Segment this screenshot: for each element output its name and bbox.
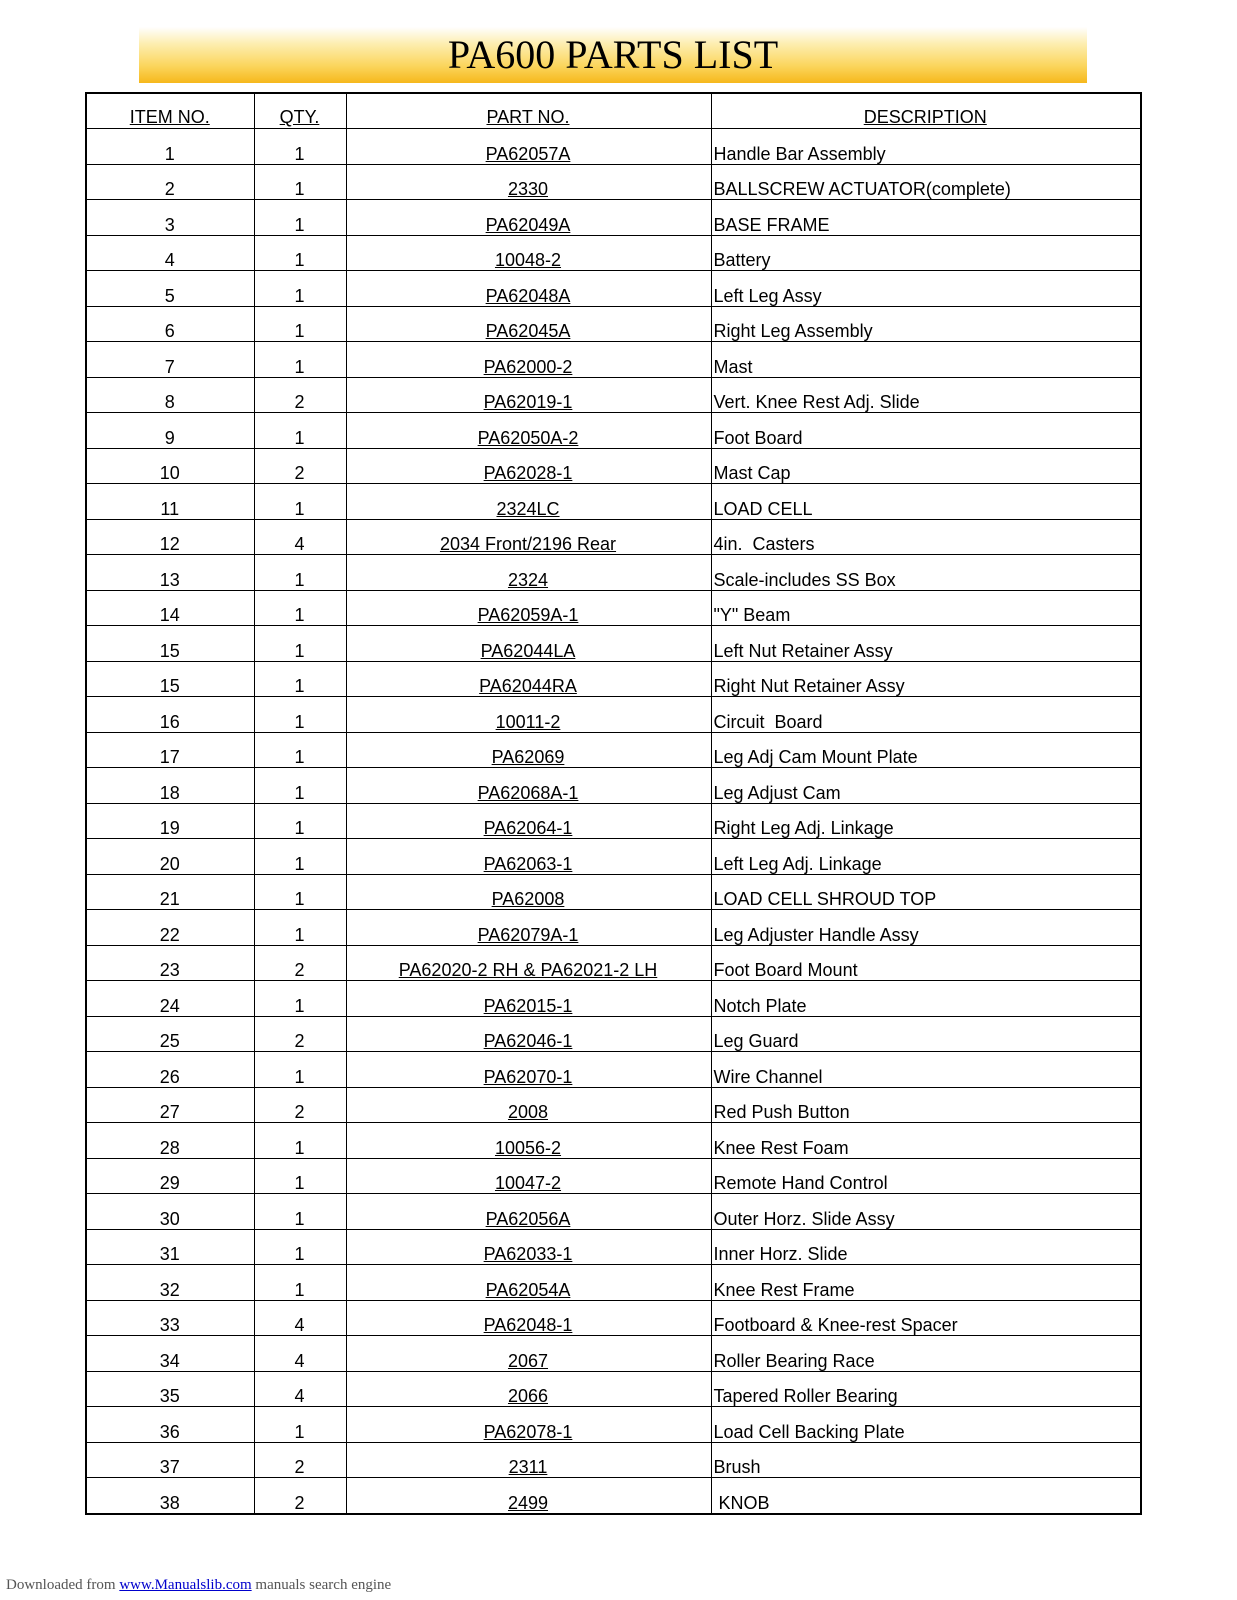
table-row [86, 732, 1141, 768]
table-row [86, 1229, 1141, 1265]
description-cell: Outer Horz. Slide Assy [711, 1194, 1141, 1230]
qty-cell: 1 [254, 768, 346, 804]
item-no-cell: 33 [86, 1300, 254, 1336]
item-no-cell: 2 [86, 164, 254, 200]
table-row [86, 1336, 1141, 1372]
qty-cell: 1 [254, 981, 346, 1017]
description-cell: Remote Hand Control [711, 1158, 1141, 1194]
description-cell: Knee Rest Frame [711, 1265, 1141, 1301]
item-no-cell: 34 [86, 1336, 254, 1372]
footer-suffix: manuals search engine [251, 1577, 392, 1593]
item-no-cell: 28 [86, 1123, 254, 1159]
qty-cell: 1 [254, 1123, 346, 1159]
item-no-cell: 12 [86, 519, 254, 555]
table-row [86, 1265, 1141, 1301]
item-no-cell: 25 [86, 1016, 254, 1052]
table-row [86, 235, 1141, 271]
item-no-cell: 17 [86, 732, 254, 768]
qty-cell: 1 [254, 200, 346, 236]
part-no-cell: PA62028-1 [346, 448, 711, 484]
part-no-cell: PA62015-1 [346, 981, 711, 1017]
qty-cell: 2 [254, 1087, 346, 1123]
item-no-cell: 26 [86, 1052, 254, 1088]
item-no-cell: 18 [86, 768, 254, 804]
qty-cell: 1 [254, 839, 346, 875]
description-cell: Inner Horz. Slide [711, 1229, 1141, 1265]
table-row [86, 164, 1141, 200]
description-cell: Left Leg Adj. Linkage [711, 839, 1141, 875]
header-description: DESCRIPTION [711, 93, 1141, 129]
qty-cell: 1 [254, 129, 346, 165]
qty-cell: 1 [254, 235, 346, 271]
footer [6, 1577, 391, 1594]
item-no-cell: 27 [86, 1087, 254, 1123]
table-row [86, 839, 1141, 875]
item-no-cell: 1 [86, 129, 254, 165]
part-no-cell: 2330 [346, 164, 711, 200]
part-no-cell: PA62079A-1 [346, 910, 711, 946]
qty-cell: 1 [254, 484, 346, 520]
table-row [86, 1407, 1141, 1443]
description-cell: Leg Adjust Cam [711, 768, 1141, 804]
qty-cell: 4 [254, 519, 346, 555]
part-no-cell: PA62054A [346, 1265, 711, 1301]
qty-cell: 1 [254, 626, 346, 662]
qty-cell: 4 [254, 1336, 346, 1372]
description-cell: Mast Cap [711, 448, 1141, 484]
description-cell: Scale-includes SS Box [711, 555, 1141, 591]
table-row [86, 519, 1141, 555]
footer-prefix: Downloaded from [6, 1577, 120, 1593]
qty-cell: 1 [254, 306, 346, 342]
item-no-cell: 23 [86, 945, 254, 981]
item-no-cell: 38 [86, 1478, 254, 1514]
description-cell: Battery [711, 235, 1141, 271]
item-no-cell: 35 [86, 1371, 254, 1407]
qty-cell: 2 [254, 1478, 346, 1514]
item-no-cell: 37 [86, 1442, 254, 1478]
part-no-cell: PA62048A [346, 271, 711, 307]
part-no-cell: PA62057A [346, 129, 711, 165]
part-no-cell: PA62044LA [346, 626, 711, 662]
item-no-cell: 31 [86, 1229, 254, 1265]
table-row [86, 1442, 1141, 1478]
part-no-cell: PA62059A-1 [346, 590, 711, 626]
part-no-cell: PA62068A-1 [346, 768, 711, 804]
part-no-cell: 2499 [346, 1478, 711, 1514]
description-cell: 4in. Casters [711, 519, 1141, 555]
description-cell: Leg Guard [711, 1016, 1141, 1052]
part-no-cell: 2311 [346, 1442, 711, 1478]
header-item-no: ITEM NO. [86, 93, 254, 129]
description-cell: Knee Rest Foam [711, 1123, 1141, 1159]
table-row [86, 981, 1141, 1017]
part-no-cell: PA62049A [346, 200, 711, 236]
description-cell: Foot Board Mount [711, 945, 1141, 981]
part-no-cell: 10056-2 [346, 1123, 711, 1159]
item-no-cell: 22 [86, 910, 254, 946]
part-no-cell: PA62069 [346, 732, 711, 768]
item-no-cell: 29 [86, 1158, 254, 1194]
title-banner [139, 27, 1087, 83]
part-no-cell: 10048-2 [346, 235, 711, 271]
qty-cell: 2 [254, 377, 346, 413]
item-no-cell: 6 [86, 306, 254, 342]
qty-cell: 1 [254, 1265, 346, 1301]
table-row [86, 1478, 1141, 1514]
table-row [86, 768, 1141, 804]
part-no-cell: PA62044RA [346, 661, 711, 697]
table-header-row [86, 93, 1141, 129]
description-cell: Footboard & Knee-rest Spacer [711, 1300, 1141, 1336]
table-row [86, 1194, 1141, 1230]
description-cell: Leg Adj Cam Mount Plate [711, 732, 1141, 768]
part-no-cell: PA62019-1 [346, 377, 711, 413]
table-row [86, 590, 1141, 626]
qty-cell: 1 [254, 413, 346, 449]
description-cell: Roller Bearing Race [711, 1336, 1141, 1372]
qty-cell: 1 [254, 732, 346, 768]
table-row [86, 874, 1141, 910]
table-row [86, 697, 1141, 733]
description-cell: Handle Bar Assembly [711, 129, 1141, 165]
table-row [86, 1123, 1141, 1159]
qty-cell: 2 [254, 945, 346, 981]
description-cell: Load Cell Backing Plate [711, 1407, 1141, 1443]
item-no-cell: 15 [86, 626, 254, 662]
item-no-cell: 20 [86, 839, 254, 875]
qty-cell: 1 [254, 164, 346, 200]
description-cell: BALLSCREW ACTUATOR(complete) [711, 164, 1141, 200]
item-no-cell: 5 [86, 271, 254, 307]
item-no-cell: 21 [86, 874, 254, 910]
qty-cell: 1 [254, 1229, 346, 1265]
part-no-cell: PA62063-1 [346, 839, 711, 875]
table-row [86, 1016, 1141, 1052]
part-no-cell: 2008 [346, 1087, 711, 1123]
page-title: PA600 PARTS LIST [447, 32, 779, 77]
part-no-cell: PA62078-1 [346, 1407, 711, 1443]
part-no-cell: 2067 [346, 1336, 711, 1372]
item-no-cell: 36 [86, 1407, 254, 1443]
qty-cell: 1 [254, 1158, 346, 1194]
item-no-cell: 11 [86, 484, 254, 520]
item-no-cell: 13 [86, 555, 254, 591]
description-cell: Leg Adjuster Handle Assy [711, 910, 1141, 946]
description-cell: Tapered Roller Bearing [711, 1371, 1141, 1407]
header-qty: QTY. [254, 93, 346, 129]
part-no-cell: PA62045A [346, 306, 711, 342]
description-cell: Left Leg Assy [711, 271, 1141, 307]
part-no-cell: 2034 Front/2196 Rear [346, 519, 711, 555]
item-no-cell: 19 [86, 803, 254, 839]
table-row [86, 484, 1141, 520]
table-row [86, 413, 1141, 449]
qty-cell: 4 [254, 1300, 346, 1336]
part-no-cell: PA62056A [346, 1194, 711, 1230]
item-no-cell: 4 [86, 235, 254, 271]
table-row [86, 129, 1141, 165]
description-cell: Brush [711, 1442, 1141, 1478]
table-row [86, 342, 1141, 378]
qty-cell: 1 [254, 910, 346, 946]
qty-cell: 1 [254, 590, 346, 626]
qty-cell: 1 [254, 697, 346, 733]
table-row [86, 803, 1141, 839]
qty-cell: 1 [254, 1407, 346, 1443]
part-no-cell: PA62064-1 [346, 803, 711, 839]
item-no-cell: 32 [86, 1265, 254, 1301]
item-no-cell: 10 [86, 448, 254, 484]
description-cell: KNOB [711, 1478, 1141, 1514]
qty-cell: 1 [254, 874, 346, 910]
qty-cell: 2 [254, 1442, 346, 1478]
description-cell: Foot Board [711, 413, 1141, 449]
table-row [86, 661, 1141, 697]
item-no-cell: 14 [86, 590, 254, 626]
table-row [86, 555, 1141, 591]
parts-table [85, 92, 1142, 1515]
table-row [86, 200, 1141, 236]
item-no-cell: 3 [86, 200, 254, 236]
item-no-cell: 7 [86, 342, 254, 378]
item-no-cell: 9 [86, 413, 254, 449]
table-row [86, 306, 1141, 342]
qty-cell: 4 [254, 1371, 346, 1407]
table-row [86, 448, 1141, 484]
description-cell: Circuit Board [711, 697, 1141, 733]
item-no-cell: 15 [86, 661, 254, 697]
table-row [86, 1371, 1141, 1407]
description-cell: LOAD CELL SHROUD TOP [711, 874, 1141, 910]
part-no-cell: PA62050A-2 [346, 413, 711, 449]
table-row [86, 271, 1141, 307]
description-cell: Red Push Button [711, 1087, 1141, 1123]
table-row [86, 1052, 1141, 1088]
part-no-cell: PA62020-2 RH & PA62021-2 LH [346, 945, 711, 981]
description-cell: BASE FRAME [711, 200, 1141, 236]
part-no-cell: 10047-2 [346, 1158, 711, 1194]
description-cell: Left Nut Retainer Assy [711, 626, 1141, 662]
item-no-cell: 30 [86, 1194, 254, 1230]
description-cell: Right Leg Adj. Linkage [711, 803, 1141, 839]
qty-cell: 1 [254, 555, 346, 591]
table-row [86, 1087, 1141, 1123]
qty-cell: 1 [254, 342, 346, 378]
description-cell: Notch Plate [711, 981, 1141, 1017]
qty-cell: 1 [254, 271, 346, 307]
part-no-cell: PA62008 [346, 874, 711, 910]
description-cell: Wire Channel [711, 1052, 1141, 1088]
table-row [86, 945, 1141, 981]
item-no-cell: 8 [86, 377, 254, 413]
description-cell: "Y" Beam [711, 590, 1141, 626]
qty-cell: 2 [254, 448, 346, 484]
qty-cell: 1 [254, 803, 346, 839]
table-row [86, 910, 1141, 946]
qty-cell: 1 [254, 661, 346, 697]
part-no-cell: 2324 [346, 555, 711, 591]
item-no-cell: 16 [86, 697, 254, 733]
table-row [86, 1300, 1141, 1336]
table-row [86, 1158, 1141, 1194]
qty-cell: 2 [254, 1016, 346, 1052]
part-no-cell: PA62048-1 [346, 1300, 711, 1336]
qty-cell: 1 [254, 1194, 346, 1230]
header-part-no: PART NO. [346, 93, 711, 129]
description-cell: Right Nut Retainer Assy [711, 661, 1141, 697]
description-cell: Right Leg Assembly [711, 306, 1141, 342]
part-no-cell: 2324LC [346, 484, 711, 520]
part-no-cell: PA62046-1 [346, 1016, 711, 1052]
item-no-cell: 24 [86, 981, 254, 1017]
description-cell: Vert. Knee Rest Adj. Slide [711, 377, 1141, 413]
part-no-cell: 10011-2 [346, 697, 711, 733]
manualslib-link[interactable]: www.Manualslib.com [119, 1577, 252, 1593]
description-cell: Mast [711, 342, 1141, 378]
part-no-cell: PA62033-1 [346, 1229, 711, 1265]
part-no-cell: PA62070-1 [346, 1052, 711, 1088]
qty-cell: 1 [254, 1052, 346, 1088]
part-no-cell: 2066 [346, 1371, 711, 1407]
table-row [86, 377, 1141, 413]
part-no-cell: PA62000-2 [346, 342, 711, 378]
table-body [86, 129, 1141, 1514]
table-row [86, 626, 1141, 662]
description-cell: LOAD CELL [711, 484, 1141, 520]
